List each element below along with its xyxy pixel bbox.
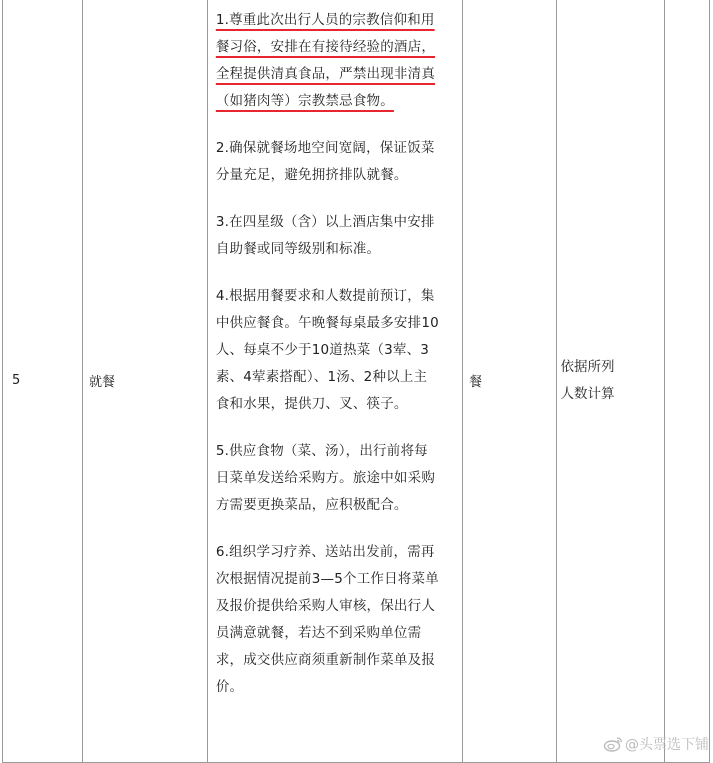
requirement-line: 全程提供清真食品，严禁出现非清真 [215, 66, 436, 82]
requirement-line: 3.在四星级（含）以上酒店集中安排 [215, 214, 435, 230]
row-index: 5 [3, 0, 83, 763]
remarks-cell [665, 0, 710, 763]
paragraph-gap [216, 519, 454, 539]
watermark [603, 734, 709, 754]
requirement-line: 价。 [215, 679, 244, 695]
requirement-item-2 [216, 135, 454, 189]
requirement-line: 食和水果，提供刀、叉、筷子。 [215, 396, 408, 412]
paragraph-gap [216, 115, 454, 135]
table-row [3, 0, 710, 763]
paragraph-gap [216, 418, 454, 438]
requirement-line: 求，成交供应商须重新制作菜单及报 [215, 652, 436, 668]
requirements-list [216, 0, 454, 701]
watermark-text: @头票选下铺 [625, 737, 709, 753]
requirement-line: 5.供应食物（菜、汤），出行前将每 [215, 443, 428, 459]
requirement-line: 员满意就餐，若达不到采购单位需 [215, 625, 422, 641]
requirement-line: 6.组织学习疗养、送站出发前，需再 [215, 544, 435, 560]
requirement-line: 分量充足，避免拥挤排队就餐。 [215, 167, 408, 183]
requirement-line: 方需要更换菜品，应积极配合。 [215, 497, 408, 513]
item-name: 就餐 [82, 0, 207, 763]
unit-cell: 餐 [463, 0, 556, 763]
procurement-table [2, 0, 710, 763]
requirement-line: 次根据情况提前3—5个工作日将菜单 [215, 571, 439, 587]
requirements-cell [207, 0, 462, 763]
paragraph-gap [216, 189, 454, 209]
requirement-line: 中供应餐食。午晚餐每桌最多安排10 [215, 315, 439, 331]
quantity-basis-cell [556, 0, 665, 763]
requirement-line: 自助餐或同等级别和标准。 [215, 241, 381, 257]
requirement-line: 4.根据用餐要求和人数提前预订，集 [215, 288, 435, 304]
requirement-item-5 [216, 438, 454, 519]
requirement-line: 2.确保就餐场地空间宽阔，保证饭菜 [215, 140, 435, 156]
requirement-line: 人、每桌不少于10道热菜（3荤、3 [215, 342, 430, 358]
paragraph-gap [216, 263, 454, 283]
requirement-line: 1.尊重此次出行人员的宗教信仰和用 [215, 12, 435, 28]
requirement-line: 日菜单发送给采购方。旅途中如采购 [215, 470, 436, 486]
quantity-basis-line-2: 人数计算 [560, 385, 615, 402]
requirement-item-1 [216, 0, 454, 115]
quantity-basis-line-1: 依据所列 [560, 358, 615, 375]
requirement-item-3 [216, 209, 454, 263]
requirement-line: 及报价提供给采购人审核，保出行人 [215, 598, 436, 614]
requirement-line: 餐习俗，安排在有接待经验的酒店， [215, 39, 436, 55]
requirement-line: 素、4荤素搭配）、1汤、2种以上主 [215, 369, 428, 385]
requirement-item-4 [216, 283, 454, 418]
weibo-icon [603, 736, 623, 752]
requirement-item-6 [216, 539, 454, 701]
requirement-line: （如猪肉等）宗教禁忌食物。 [215, 93, 394, 109]
